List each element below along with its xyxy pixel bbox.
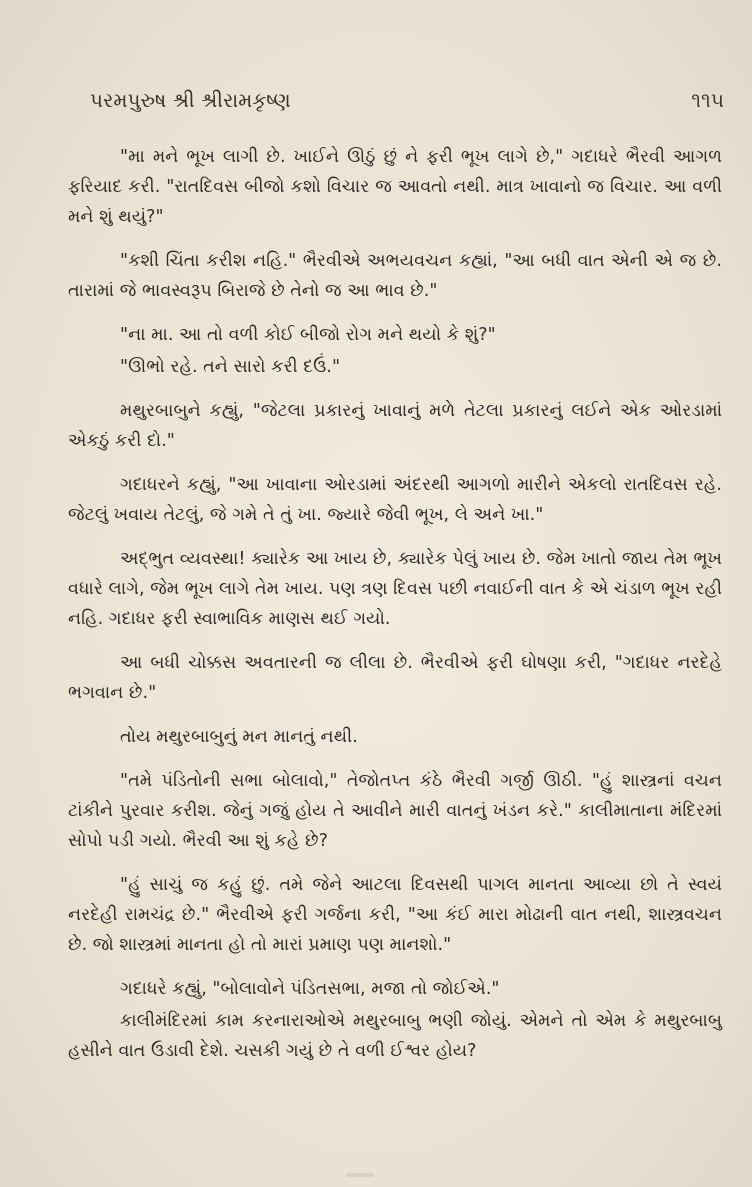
- paragraph: ગદાધરે કહ્યું, "બોલાવોને પંડિતસભા, મજા તો જોઈએ.": [120, 979, 500, 999]
- body-text: [68, 142, 722, 1080]
- paragraph: મથુરબાબુને કહ્યું, "જેટલા પ્રકારનું ખાવાનું મળે તેટલા પ્રકારનું લઈને એક ઓરડામાં એકઠું કરી દો.": [68, 401, 722, 451]
- paragraph: "કશી ચિંતા કરીશ નહિ." ભૈરવીએ અભયવચન કહ્યાં, "આ બધી વાત એની એ જ છે. તારામાં જે ભાવસ્વરૂપ બિરાજે છે તેનો જ આ ભાવ છે.": [68, 251, 722, 301]
- paragraph: કાલીમંદિરમાં કામ કરનારાઓએ મથુરબાબુ ભણી જોયું. એમને તો એમ કે મથુરબાબુ હસીને વાત ઉડાવી દેશે. ચસકી ગયું છે તે વળી ઈશ્વર હોય?: [68, 1011, 722, 1061]
- paper-speck: [346, 1173, 374, 1177]
- page-number: ૧૧૫: [691, 88, 724, 112]
- running-title: પરમપુરુષ શ્રી શ્રીરામકૃષ્ણ: [90, 88, 291, 112]
- paragraph: "ઊભો રહે. તને સારો કરી દઉં.": [120, 357, 341, 377]
- paragraph: "તમે પંડિતોની સભા બોલાવો," તેજોતપ્ત કંઠે ભૈરવી ગર્જી ઊઠી. "હું શાસ્ત્રનાં વચન ટાંકીને પુરવાર કરીશ. જેનું ગજું હોય તે આવીને મારી વાતનું ખંડન કરે." કાલીમાતાના મંદિરમાં સોપો પડી ગયો. ભૈરવી આ શું કહે છે?: [68, 771, 722, 851]
- paragraph: તોય મથુરબાબુનું મન માનતું નથી.: [120, 727, 358, 747]
- paragraph: "મા મને ભૂખ લાગી છે. ખાઈને ઊઠું છું ને ફરી ભૂખ લાગે છે," ગદાધરે ભૈરવી આગળ ફરિયાદ કરી. "રાતદિવસ બીજો કશો વિચાર જ આવતો નથી. માત્ર ખાવાનો જ વિચાર. આ વળી મને શું થયું?": [68, 147, 722, 227]
- page-header: [90, 88, 724, 112]
- paragraph: આ બધી ચોક્કસ અવતારની જ લીલા છે. ભૈરવીએ ફરી ઘોષણા કરી, "ગદાધર નરદેહે ભગવાન છે.": [68, 653, 722, 703]
- paragraph: અદ્ભુત વ્યવસ્થા! ક્યારેક આ ખાય છે, ક્યારેક પેલું ખાય છે. જેમ ખાતો જાય તેમ ભૂખ વધારે લાગે, જેમ ભૂખ લાગે તેમ ખાય. પણ ત્રણ દિવસ પછી નવાઈની વાત કે એ ચંડાળ ભૂખ રહી નહિ. ગદાધર ફરી સ્વાભાવિક માણસ થઈ ગયો.: [68, 549, 722, 629]
- paragraph: "હું સાચું જ કહું છું. તમે જેને આટલા દિવસથી પાગલ માનતા આવ્યા છો તે સ્વયં નરદેહી રામચંદ્ર છે." ભૈરવીએ ફરી ગર્જના કરી, "આ કંઈ મારા મોઢાની વાત નથી, શાસ્ત્રવચન છે. જો શાસ્ત્રમાં માનતા હો તો મારાં પ્રમાણ પણ માનશો.": [68, 875, 722, 955]
- paragraph: ગદાધરને કહ્યું, "આ ખાવાના ઓરડામાં અંદરથી આગળો મારીને એકલો રાતદિવસ રહે. જેટલું ખવાય તેટલું, જે ગમે તે તું ખા. જ્યારે જેવી ભૂખ, લે અને ખા.": [68, 475, 722, 525]
- paragraph: "ના મા. આ તો વળી કોઈ બીજો રોગ મને થયો કે શું?": [120, 325, 496, 345]
